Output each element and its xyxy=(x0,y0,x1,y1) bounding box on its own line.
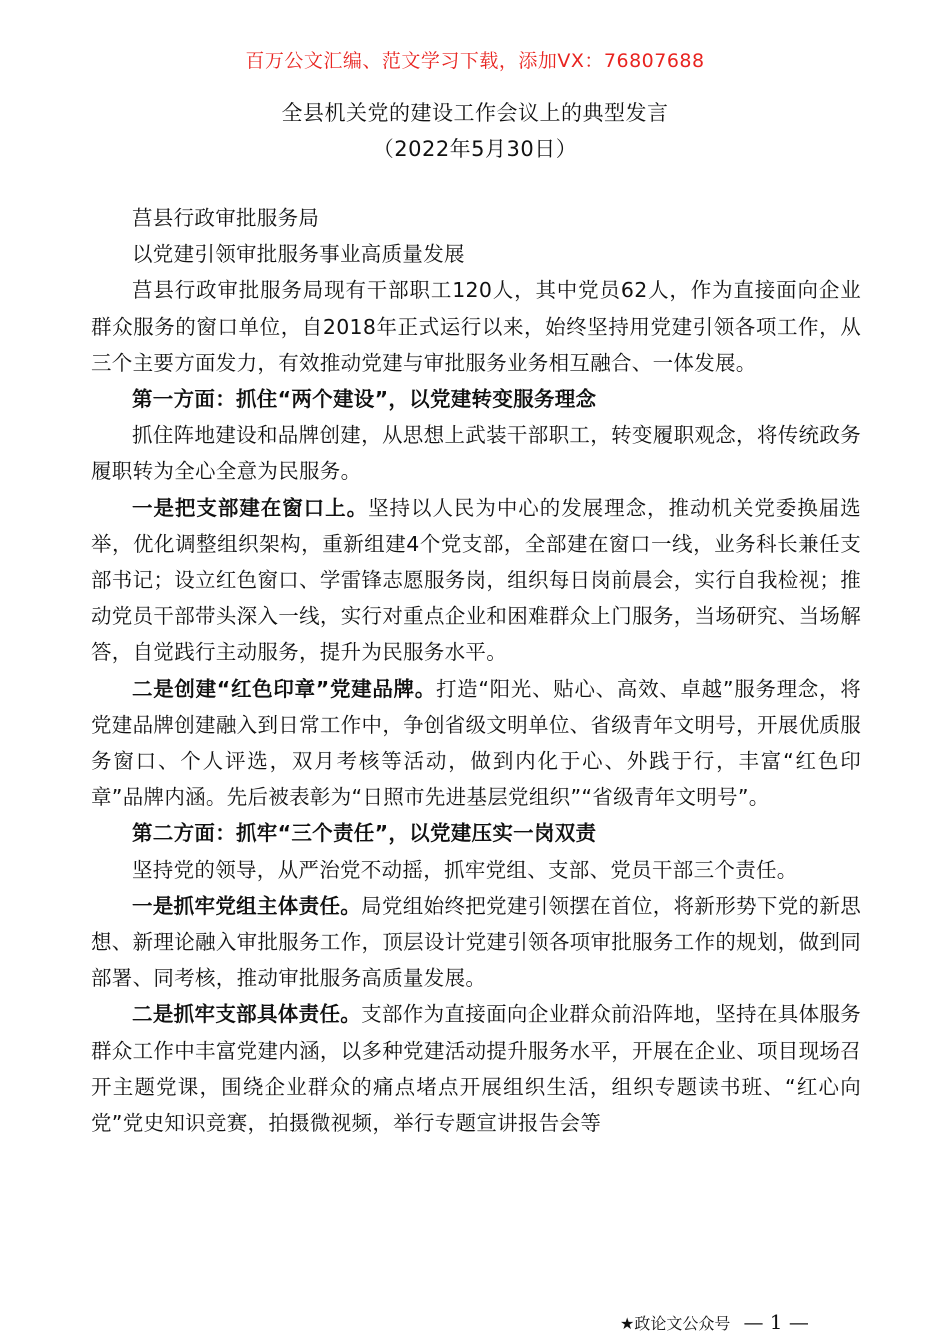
speech-subtitle: 以党建引领审批服务事业高质量发展 xyxy=(132,242,465,267)
section2-point2 xyxy=(91,996,861,1141)
section2-heading: 第二方面：抓牢“三个责任”，以党建压实一岗双责 xyxy=(132,821,597,846)
section1-point1-text: 坚持以人民为中心的发展理念，推动机关党委换届选举，优化调整组织架构，重新组建4个党支部，全部建在窗口一线，业务科长兼任支部书记；设立红色窗口、学雷锋志愿服务岗，组织每日岗前晨会，实行自我检视；推动党员干部带头深入一线，实行对重点企业和困难群众上门服务，当场研究、当场解答，自觉践行主动服务，提升为民服务水平。 xyxy=(91,495,861,665)
document-body xyxy=(91,200,861,1141)
page-footer xyxy=(620,1310,880,1334)
section1-point2 xyxy=(91,671,861,816)
section2-point1 xyxy=(91,888,861,997)
section2-intro: 坚持党的领导，从严治党不动摇，抓牢党组、支部、党员干部三个责任。 xyxy=(132,857,798,882)
section1-point1 xyxy=(91,490,861,671)
section2-point2-lead: 二是抓牢支部具体责任。 xyxy=(132,1002,362,1027)
intro-paragraph: 莒县行政审批服务局现有干部职工120人，其中党员62人，作为直接面向企业群众服务的窗口单位，自2018年正式运行以来，始终坚持用党建引领各项工作，从三个主要方面发力，有效推动党建与审批服务业务相互融合、一体发展。 xyxy=(91,278,861,375)
document-date: （2022年5月30日） xyxy=(372,137,578,161)
footer-source: ★政论文公众号 xyxy=(620,1314,731,1333)
section1-point2-lead: 二是创建“红色印章”党建品牌。 xyxy=(132,676,436,701)
org-name: 莒县行政审批服务局 xyxy=(132,206,320,230)
header-ad-text: 百万公文汇编、范文学习下载，添加VX：76807688 xyxy=(245,50,705,72)
section2-point2-text: 支部作为直接面向企业群众前沿阵地，坚持在具体服务群众工作中丰富党建内涵，以多种党建活动提升服务水平，开展在企业、项目现场召开主题党课，围绕企业群众的痛点堵点开展组织生活，组织专题读书班、“红心向党”党史知识竞赛，拍摄微视频，举行专题宣讲报告会等 xyxy=(91,1002,861,1136)
page-number: — 1 — xyxy=(743,1310,809,1334)
section2-point1-lead: 一是抓牢党组主体责任。 xyxy=(132,893,362,918)
section2-point1-text: 局党组始终把党建引领摆在首位，将新形势下党的新思想、新理论融入审批服务工作，顶层设计党建引领各项审批服务工作的规划，做到同部署、同考核，推动审批服务高质量发展。 xyxy=(91,893,861,991)
section1-point1-lead: 一是把支部建在窗口上。 xyxy=(132,495,369,520)
section1-heading: 第一方面：抓住“两个建设”，以党建转变服务理念 xyxy=(132,387,597,412)
section1-intro: 抓住阵地建设和品牌创建，从思想上武装干部职工，转变履职观念，将传统政务履职转为全心全意为民服务。 xyxy=(91,423,861,484)
document-title: 全县机关党的建设工作会议上的典型发言 xyxy=(281,101,669,125)
section1-point2-text: 打造“阳光、贴心、高效、卓越”服务理念，将党建品牌创建融入到日常工作中，争创省级文明单位、省级青年文明号，开展优质服务窗口、个人评选，双月考核等活动，做到内化于心、外践于行，丰富“红色印章”品牌内涵。先后被表彰为“日照市先进基层党组织”“省级青年文明号”。 xyxy=(91,676,861,810)
